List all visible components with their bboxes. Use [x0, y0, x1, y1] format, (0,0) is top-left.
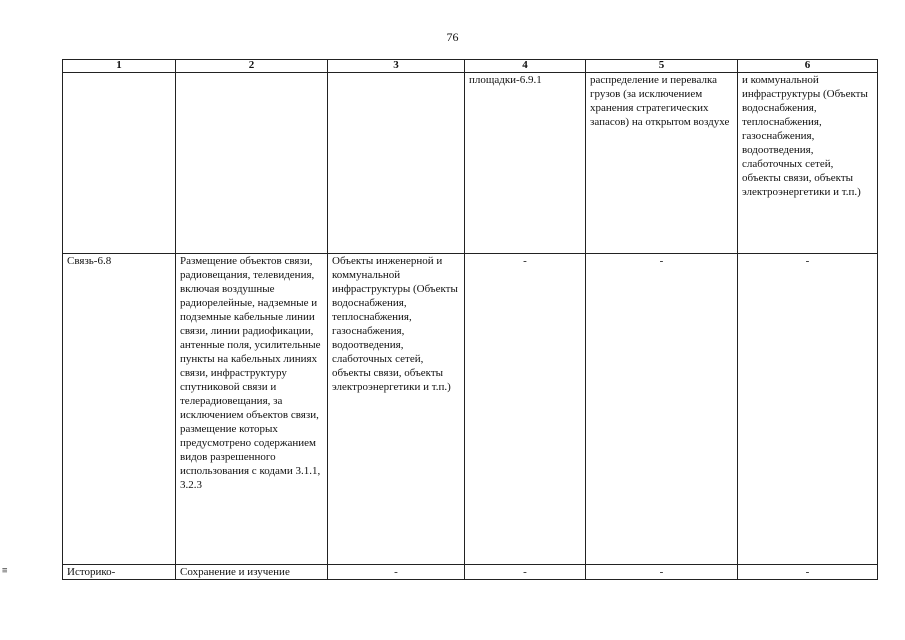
table-cell: Сохранение и изучение	[176, 565, 328, 580]
header-cell-4: 4	[465, 60, 586, 73]
header-cell-2: 2	[176, 60, 328, 73]
header-cell-3: 3	[328, 60, 465, 73]
table-cell: и коммунальной инфраструктуры (Объекты водоснабжения, теплоснабжения, газоснабжения, водоотведения, слаботочных сетей, объекты связи, объекты электроэнергетики и т.п.)	[738, 73, 878, 254]
table-cell: Размещение объектов связи, радиовещания, телевидения, включая воздушные радиорелейные, надземные и подземные кабельные линии связи, линии радиофикации, антенные поля, усилительные пункты на кабельных линиях связи, инфраструктуру спутниковой связи и телерадиовещания, за исключением объектов связи, размещение которых предусмотрено содержанием видов разрешенного использования с кодами 3.1.1, 3.2.3	[176, 254, 328, 565]
table-cell	[176, 73, 328, 254]
header-cell-5: 5	[586, 60, 738, 73]
header-cell-6: 6	[738, 60, 878, 73]
table-cell: -	[738, 565, 878, 580]
table-row-communications	[63, 254, 878, 565]
table-row-continuation	[63, 73, 878, 254]
table-cell: -	[586, 565, 738, 580]
table-cell: распределение и перевалка грузов (за исключением хранения стратегических запасов) на открытом воздухе	[586, 73, 738, 254]
table-cell: -	[586, 254, 738, 565]
header-cell-1: 1	[63, 60, 176, 73]
table-row-historical	[63, 565, 878, 580]
table-cell: Связь-6.8	[63, 254, 176, 565]
page-number: 76	[446, 30, 459, 44]
table-cell: -	[465, 565, 586, 580]
table-cell: -	[328, 565, 465, 580]
regulations-table	[62, 59, 878, 580]
table-cell: Объекты инженерной и коммунальной инфраструктуры (Объекты водоснабжения, теплоснабжения, газоснабжения, водоотведения, слаботочных сетей, объекты связи, объекты электроэнергетики и т.п.)	[328, 254, 465, 565]
table-cell	[63, 73, 176, 254]
table-cell: -	[738, 254, 878, 565]
table-cell: Историко-	[63, 565, 176, 580]
table-cell	[328, 73, 465, 254]
margin-mark: ≡	[2, 566, 8, 576]
header-row	[63, 60, 878, 73]
table-cell: -	[465, 254, 586, 565]
table-cell: площадки-6.9.1	[465, 73, 586, 254]
